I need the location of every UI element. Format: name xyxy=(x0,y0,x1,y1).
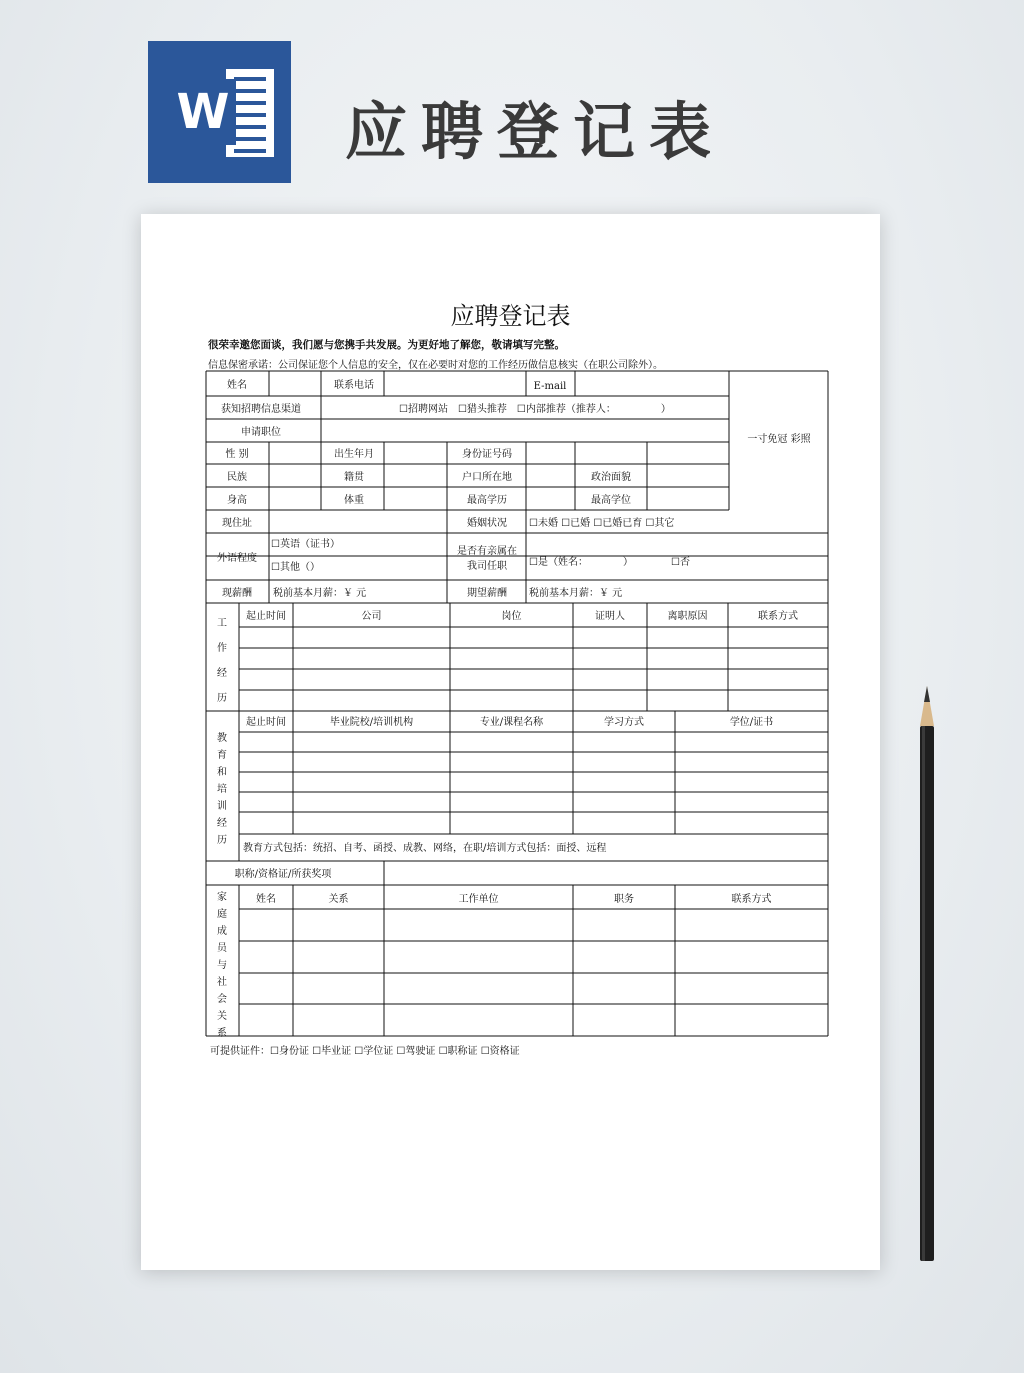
edu-header: 学习方式 xyxy=(604,717,644,728)
work-header: 离职原因 xyxy=(667,611,708,622)
label-hukou: 户口所在地 xyxy=(462,472,512,483)
family-header: 职务 xyxy=(614,894,634,905)
label-phone: 联系电话 xyxy=(334,380,374,391)
edu-side-label: 培 xyxy=(217,784,227,795)
edu-header: 毕业院校/培训机构 xyxy=(329,717,414,728)
label-id: 身份证号码 xyxy=(462,449,512,460)
family-side-label: 系 xyxy=(217,1028,227,1039)
expected-salary-value: 税前基本月薪：￥ 元 xyxy=(529,588,623,599)
label-titles: 职称/资格证/所获奖项 xyxy=(234,869,332,880)
word-app-icon xyxy=(148,41,291,183)
family-header: 工作单位 xyxy=(458,894,499,905)
channel-options: ☐招聘网站 ☐猎头推荐 ☐内部推荐（推荐人： ） xyxy=(399,404,671,415)
work-header: 公司 xyxy=(361,611,382,622)
family-header: 关系 xyxy=(328,894,349,905)
label-gender: 性 别 xyxy=(225,449,249,460)
edu-header: 专业/课程名称 xyxy=(479,717,544,728)
work-side-label: 经 xyxy=(217,668,227,679)
label-address: 现住址 xyxy=(222,518,252,529)
edu-side-label: 历 xyxy=(217,835,227,846)
pencil-icon xyxy=(910,686,944,1266)
edu-side-label: 教 xyxy=(217,733,227,744)
family-side-label: 社 xyxy=(217,977,227,988)
label-height: 身高 xyxy=(227,495,247,506)
work-header: 岗位 xyxy=(501,611,522,622)
edu-side-label: 育 xyxy=(217,750,227,761)
work-header: 联系方式 xyxy=(758,611,798,622)
family-header: 姓名 xyxy=(256,894,276,905)
label-birth: 出生年月 xyxy=(334,449,374,460)
family-side-label: 家 xyxy=(217,892,227,903)
intro-text: 很荣幸邀您面谈，我们愿与您携手共发展。为更好地了解您，敬请填写完整。 xyxy=(208,339,565,351)
lang-other: ☐其他（） xyxy=(271,562,320,573)
document-page xyxy=(141,214,880,1270)
certificates-list: 可提供证件：☐身份证 ☐毕业证 ☐学位证 ☐驾驶证 ☐职称证 ☐资格证 xyxy=(210,1046,520,1057)
edu-side-label: 训 xyxy=(217,801,227,812)
edu-side-label: 和 xyxy=(217,767,227,778)
edu-side-label: 经 xyxy=(217,818,227,829)
label-marital: 婚姻状况 xyxy=(467,518,507,529)
family-side-label: 关 xyxy=(217,1011,227,1022)
family-side-label: 庭 xyxy=(217,909,227,920)
relative-q2: 我司任职 xyxy=(467,561,507,572)
current-salary-value: 税前基本月薪：￥ 元 xyxy=(273,588,367,599)
marital-options: ☐未婚 ☐已婚 ☐已婚已育 ☐其它 xyxy=(529,518,675,529)
photo-label: 一寸免冠 彩照 xyxy=(747,434,811,445)
label-degree: 最高学位 xyxy=(591,495,631,506)
banner-title: 应聘登记表 xyxy=(345,95,726,168)
label-current-salary: 现薪酬 xyxy=(222,588,252,599)
word-letter-icon: W xyxy=(170,79,236,145)
edu-header: 学位/证书 xyxy=(729,717,774,728)
document-title: 应聘登记表 xyxy=(450,302,571,330)
work-side-label: 工 xyxy=(217,618,227,629)
label-expected-salary: 期望薪酬 xyxy=(467,588,507,599)
work-header: 证明人 xyxy=(595,611,625,622)
privacy-note: 信息保密承诺：公司保证您个人信息的安全，仅在必要时对您的工作经历做信息核实（在职公司除外）。 xyxy=(208,360,663,371)
family-side-label: 员 xyxy=(217,943,227,954)
work-side-label: 作 xyxy=(217,643,227,654)
family-header: 联系方式 xyxy=(731,894,772,905)
relative-yes: ☐是（姓名： ） xyxy=(529,557,633,568)
edu-header: 起止时间 xyxy=(246,717,286,728)
family-side-label: 成 xyxy=(217,926,227,937)
work-side-label: 历 xyxy=(217,693,227,704)
label-position: 申请职位 xyxy=(241,427,281,438)
relative-q1: 是否有亲属在 xyxy=(457,546,517,557)
label-language: 外语程度 xyxy=(217,553,257,564)
label-native: 籍贯 xyxy=(344,472,364,483)
label-weight: 体重 xyxy=(344,495,364,506)
lang-english: ☐英语（证书） xyxy=(271,539,340,550)
work-header: 起止时间 xyxy=(246,611,286,622)
label-channel: 获知招聘信息渠道 xyxy=(221,404,301,415)
relative-no: ☐否 xyxy=(671,557,690,568)
label-name: 姓名 xyxy=(227,380,247,391)
family-side-label: 会 xyxy=(217,994,227,1005)
label-political: 政治面貌 xyxy=(591,472,631,483)
registration-form-table xyxy=(141,214,880,1270)
label-ethnicity: 民族 xyxy=(227,472,247,483)
edu-note: 教育方式包括：统招、自考、函授、成教、网络，在职/培训方式包括：面授、远程 xyxy=(243,843,607,854)
label-email: E-mail xyxy=(533,381,567,392)
family-side-label: 与 xyxy=(217,960,227,971)
label-education: 最高学历 xyxy=(467,495,507,506)
